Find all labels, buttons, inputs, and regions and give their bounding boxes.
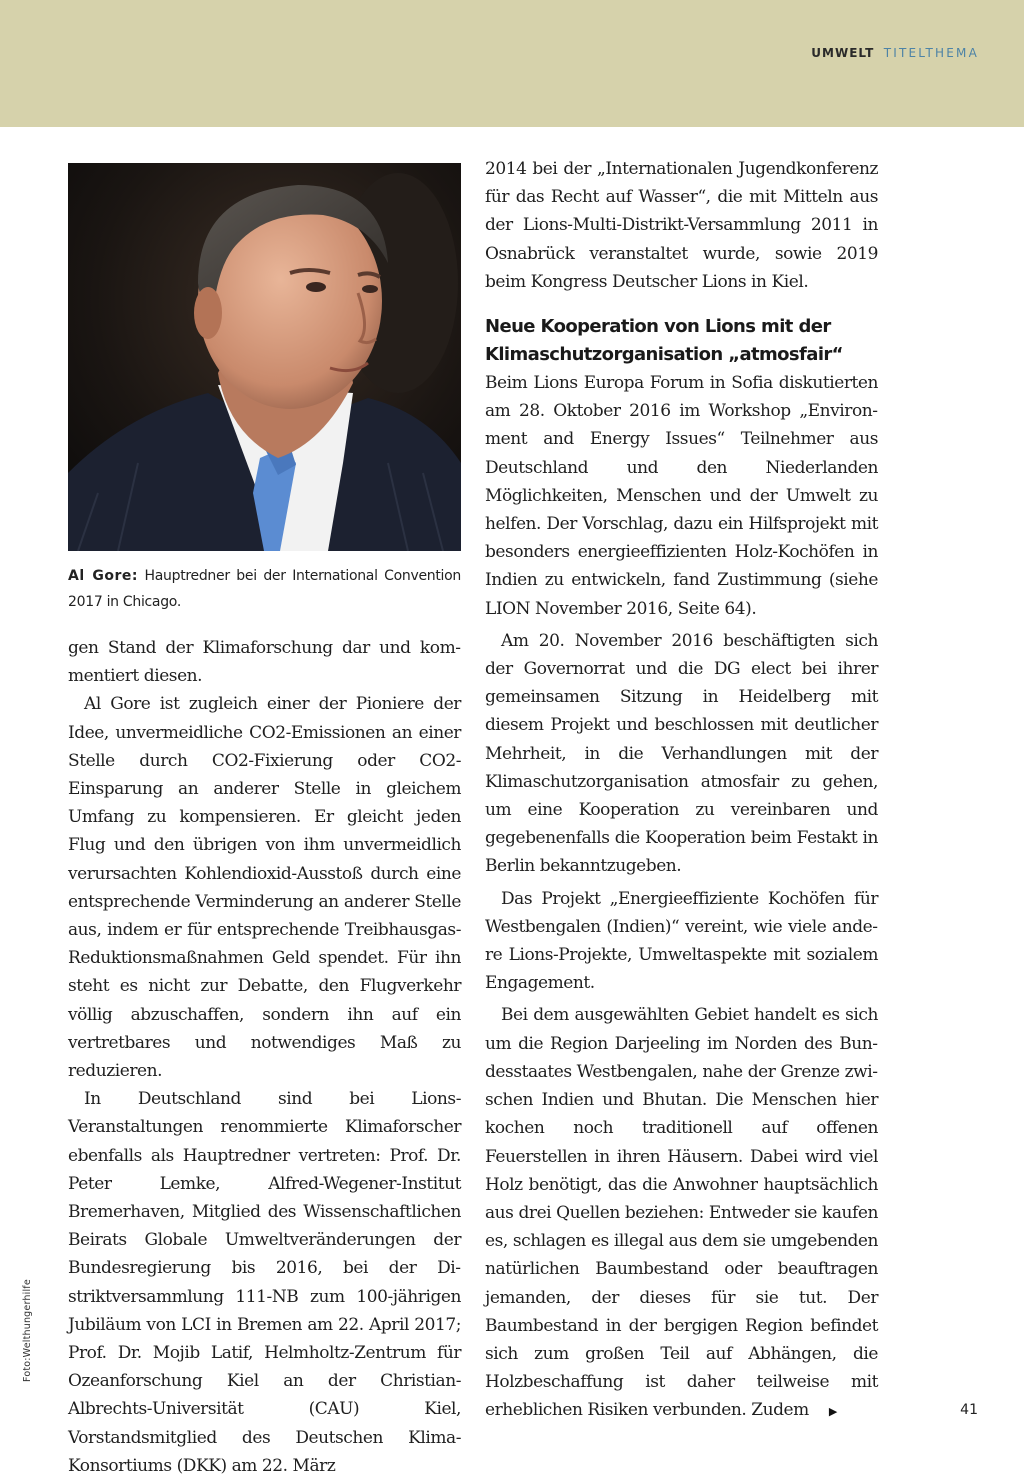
right-column (485, 155, 878, 1427)
left-paragraph-3: In Deutschland sind bei Lions-Veranstaltungen renommierte Klimaforscher ebenfalls als Hauptredner vertreten: Prof. Dr. Peter Lemke, Alfred-Wegener-Institut Bremerhaven, Mitglied des Wissenschaftlichen Beirats Globale Umweltveränderungen der Bundesregierung bis 2016, bei der Distriktversammlung 111-NB zum 100-jährigen Jubiläum von LCI in Bremen am 22. April 2017; Prof. Dr. Mojib Latif, Helmholtz-Zentrum für Ozeanforschung Kiel an der Christian-Albrechts-Universität (CAU) Kiel, Vorstandsmitglied des Deutschen Klima-Konsortiums (DKK) am 22. März (68, 1089, 461, 1476)
right-paragraph-2: Beim Lions Europa Forum in Sofia diskutierten am 28. Oktober 2016 im Workshop „Environment and Energy Issues“ Teilnehmer aus Deutschland und den Niederlanden Möglichkeiten, Menschen und der Umwelt zu helfen. Der Vorschlag, dazu ein Hilfsprojekt mit besonders energieeffizienten Holz-Kochöfen in Indien zu entwickeln, fand Zustimmung (siehe LION November 2016, Seite 64). (485, 373, 878, 619)
portrait-photo (68, 163, 461, 551)
right-paragraph-5-text: Bei dem ausgewählten Gebiet handelt es sich um die Region Darjeeling im Norden des Bundesstaates Westbengalen, nahe der Grenze zwischen Indien und Bhutan. Die Menschen hier kochen noch traditionell auf offenen Feuerstellen in ihren Häusern. Dabei wird viel Holz benötigt, das die Anwohner hauptsächlich aus drei Quellen beziehen: Entweder sie kaufen es, schlagen es illegal aus dem sie umgebenden natürlichen Baumbestand oder beauftragen jemanden, der dieses für sie tut. Der Baumbestand in der bergigen Region befindet sich zum großen Teil auf Abhängen, die Holzbeschaffung ist daher teilweise mit erheblichen Risiken verbunden. Zudem (485, 1005, 878, 1421)
caption-text: Hauptredner bei der International Convention 2017 in Chicago. (68, 568, 461, 610)
photo-caption (68, 563, 461, 615)
section-category: TITELTHEMA (883, 46, 979, 60)
header-band (0, 0, 1024, 127)
left-paragraph-1: gen Stand der Klimaforschung dar und kommentiert diesen. (68, 638, 461, 687)
section-label (811, 46, 979, 60)
left-column (68, 634, 461, 1480)
right-paragraph-5 (485, 1001, 878, 1426)
right-paragraph-4: Das Projekt „Energieeffiziente Kochöfen für Westbengalen (Indien)“ vereint, wie viele andere Lions-Projekte, Umweltaspekte mit sozialem Engagement. (485, 888, 878, 994)
section-keyword: UMWELT (811, 46, 875, 60)
section-subheading: Neue Kooperation von Lions mit der Klimaschutzorganisation „atmosfair“ (485, 316, 843, 366)
page-number: 41 (960, 1402, 978, 1418)
caption-name: Al Gore: (68, 568, 138, 584)
continue-arrow-icon: ▶ (828, 1405, 837, 1419)
photo-credit: Foto:Welthungerhilfe (22, 1279, 33, 1382)
portrait-illustration (68, 163, 461, 551)
left-paragraph-2: Al Gore ist zugleich einer der Pioniere der Idee, unvermeidliche CO2-Emissionen an einer Stelle durch CO2-Fixierung oder CO2-Einsparung an anderer Stelle in gleichem Umfang zu kompensieren. Er gleicht jeden Flug und den übrigen von ihm unvermeidlich verursachten Kohlendioxid-Ausstoß durch eine entsprechende Verminderung an anderer Stelle aus, indem er für entsprechende Treibhausgas-Reduktionsmaßnahmen Geld spendet. Für ihn steht es nicht zur Debatte, den Flugverkehr völlig abzuschaffen, sondern ihn auf ein vertretbares und notwendiges Maß zu reduzieren. (68, 694, 461, 1082)
right-paragraph-1: 2014 bei der „Internationalen Jugendkonferenz für das Recht auf Wasser“, die mit Mitteln aus der Lions-Multi-Distrikt-Versammlung 2011 in Osnabrück veranstaltet wurde, sowie 2019 beim Kongress Deutscher Lions in Kiel. (485, 159, 878, 292)
right-paragraph-3: Am 20. November 2016 beschäftigten sich der Governorrat und die DG elect bei ihrer gemeinsamen Sitzung in Heidelberg mit diesem Projekt und beschlossen mit deutlicher Mehrheit, in die Verhandlungen mit der Klimaschutzorganisation atmosfair zu gehen, um eine Kooperation zu vereinbaren und gegebenenfalls die Kooperation beim Festakt in Berlin bekanntzugeben. (485, 630, 878, 877)
